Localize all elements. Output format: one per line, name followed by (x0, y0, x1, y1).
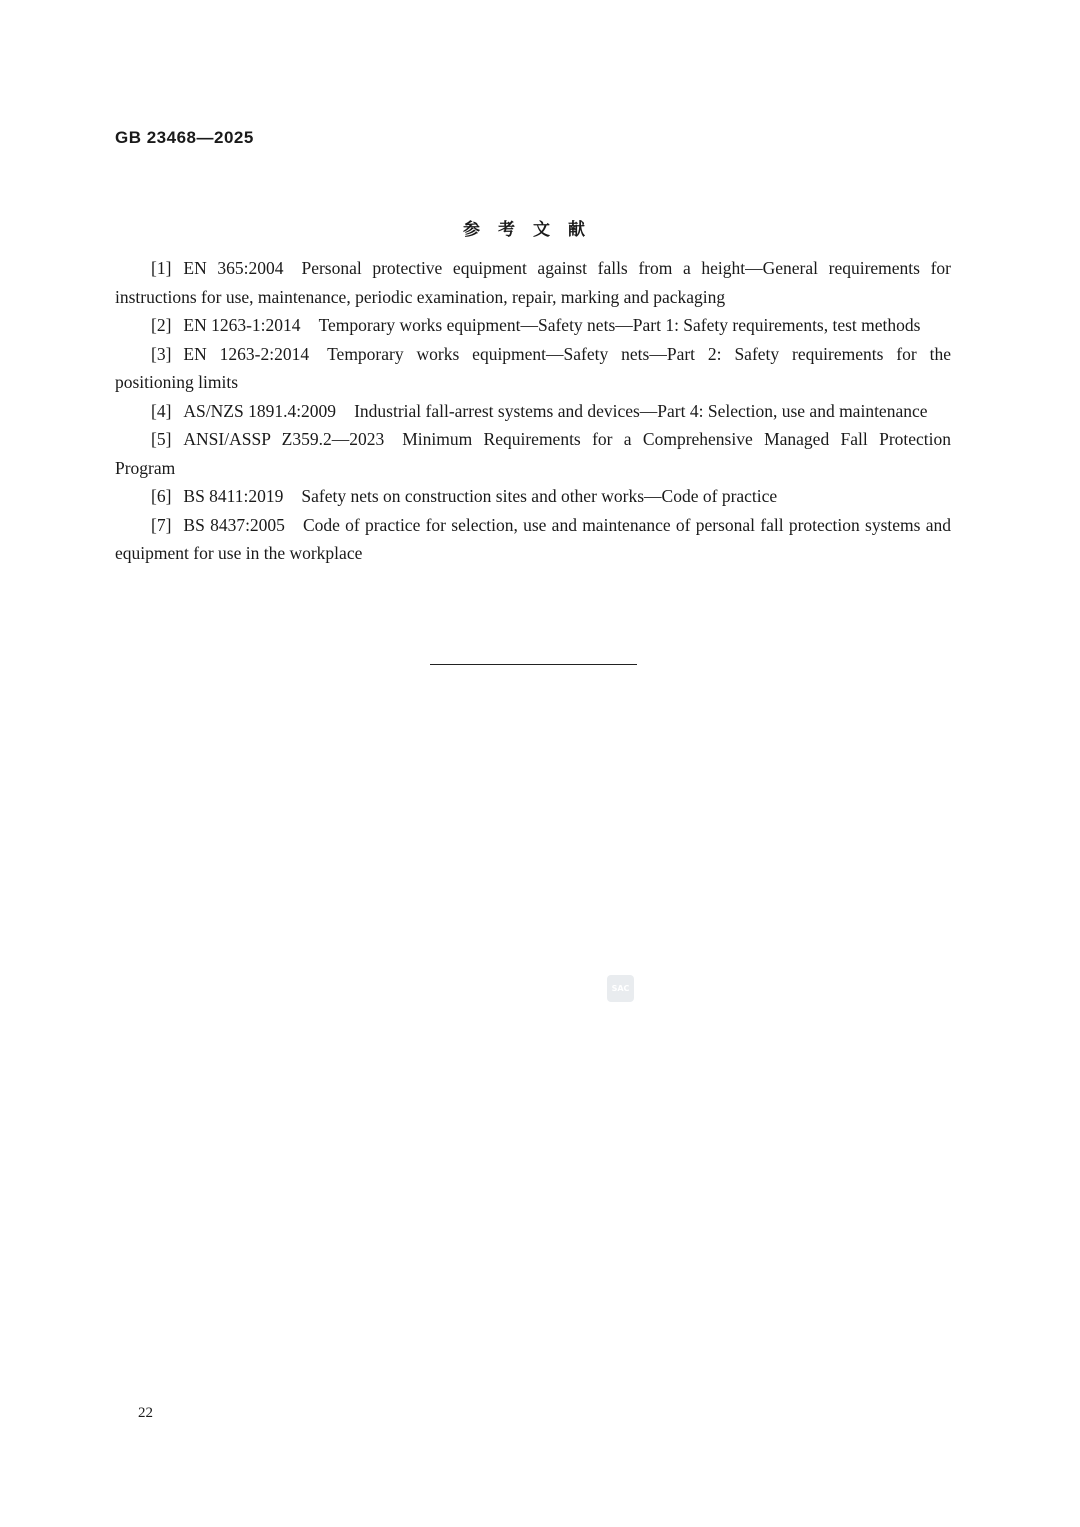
reference-title: Temporary works equipment—Safety nets—Part 2: Safety requirements for the positioning limits (115, 343, 951, 392)
reference-title: Code of practice for selection, use and maintenance of personal fall protection systems and equipment for use in the workplace (115, 514, 951, 563)
reference-item-7 (115, 511, 951, 568)
page-number: 22 (138, 1405, 153, 1421)
reference-item-4 (115, 397, 951, 426)
reference-number: [1] (151, 258, 172, 278)
reference-number: [3] (151, 343, 172, 364)
reference-code: EN 1263-2:2014 (183, 343, 310, 364)
reference-code: BS 8411:2019 (183, 486, 284, 506)
reference-item-3 (115, 340, 951, 397)
end-divider (430, 664, 637, 665)
reference-title: Temporary works equipment—Safety nets—Part 1: Safety requirements, test methods (318, 315, 921, 335)
reference-number: [6] (151, 486, 172, 506)
reference-code: EN 1263-1:2014 (183, 315, 301, 335)
reference-title: Personal protective equipment against falls from a height—General requirements for instructions for use, maintenance, periodic examination, repair, marking and packaging (115, 258, 951, 307)
reference-number: [4] (151, 400, 172, 421)
reference-title: Industrial fall-arrest systems and devices—Part 4: Selection, use and maintenance (354, 400, 928, 421)
reference-item-2 (115, 311, 951, 340)
section-title-bibliography: 参考文献 (463, 220, 603, 240)
reference-title: Minimum Requirements for a Comprehensive Managed Fall Protection Program (115, 429, 952, 478)
reference-code: EN 365:2004 (183, 258, 284, 278)
reference-code: AS/NZS 1891.4:2009 (183, 400, 337, 421)
standard-number-header: GB 23468—2025 (115, 128, 254, 147)
reference-number: [5] (151, 429, 172, 449)
reference-item-1 (115, 254, 951, 311)
reference-code: BS 8437:2005 (183, 514, 285, 535)
reference-number: [7] (151, 514, 172, 535)
reference-list (115, 254, 951, 568)
reference-title: Safety nets on construction sites and other works—Code of practice (301, 486, 778, 506)
reference-item-5 (115, 425, 951, 482)
reference-number: [2] (151, 315, 172, 335)
sac-watermark-logo: SAC (607, 975, 634, 1002)
reference-code: ANSI/ASSP Z359.2—2023 (183, 429, 385, 449)
reference-item-6 (115, 482, 951, 511)
